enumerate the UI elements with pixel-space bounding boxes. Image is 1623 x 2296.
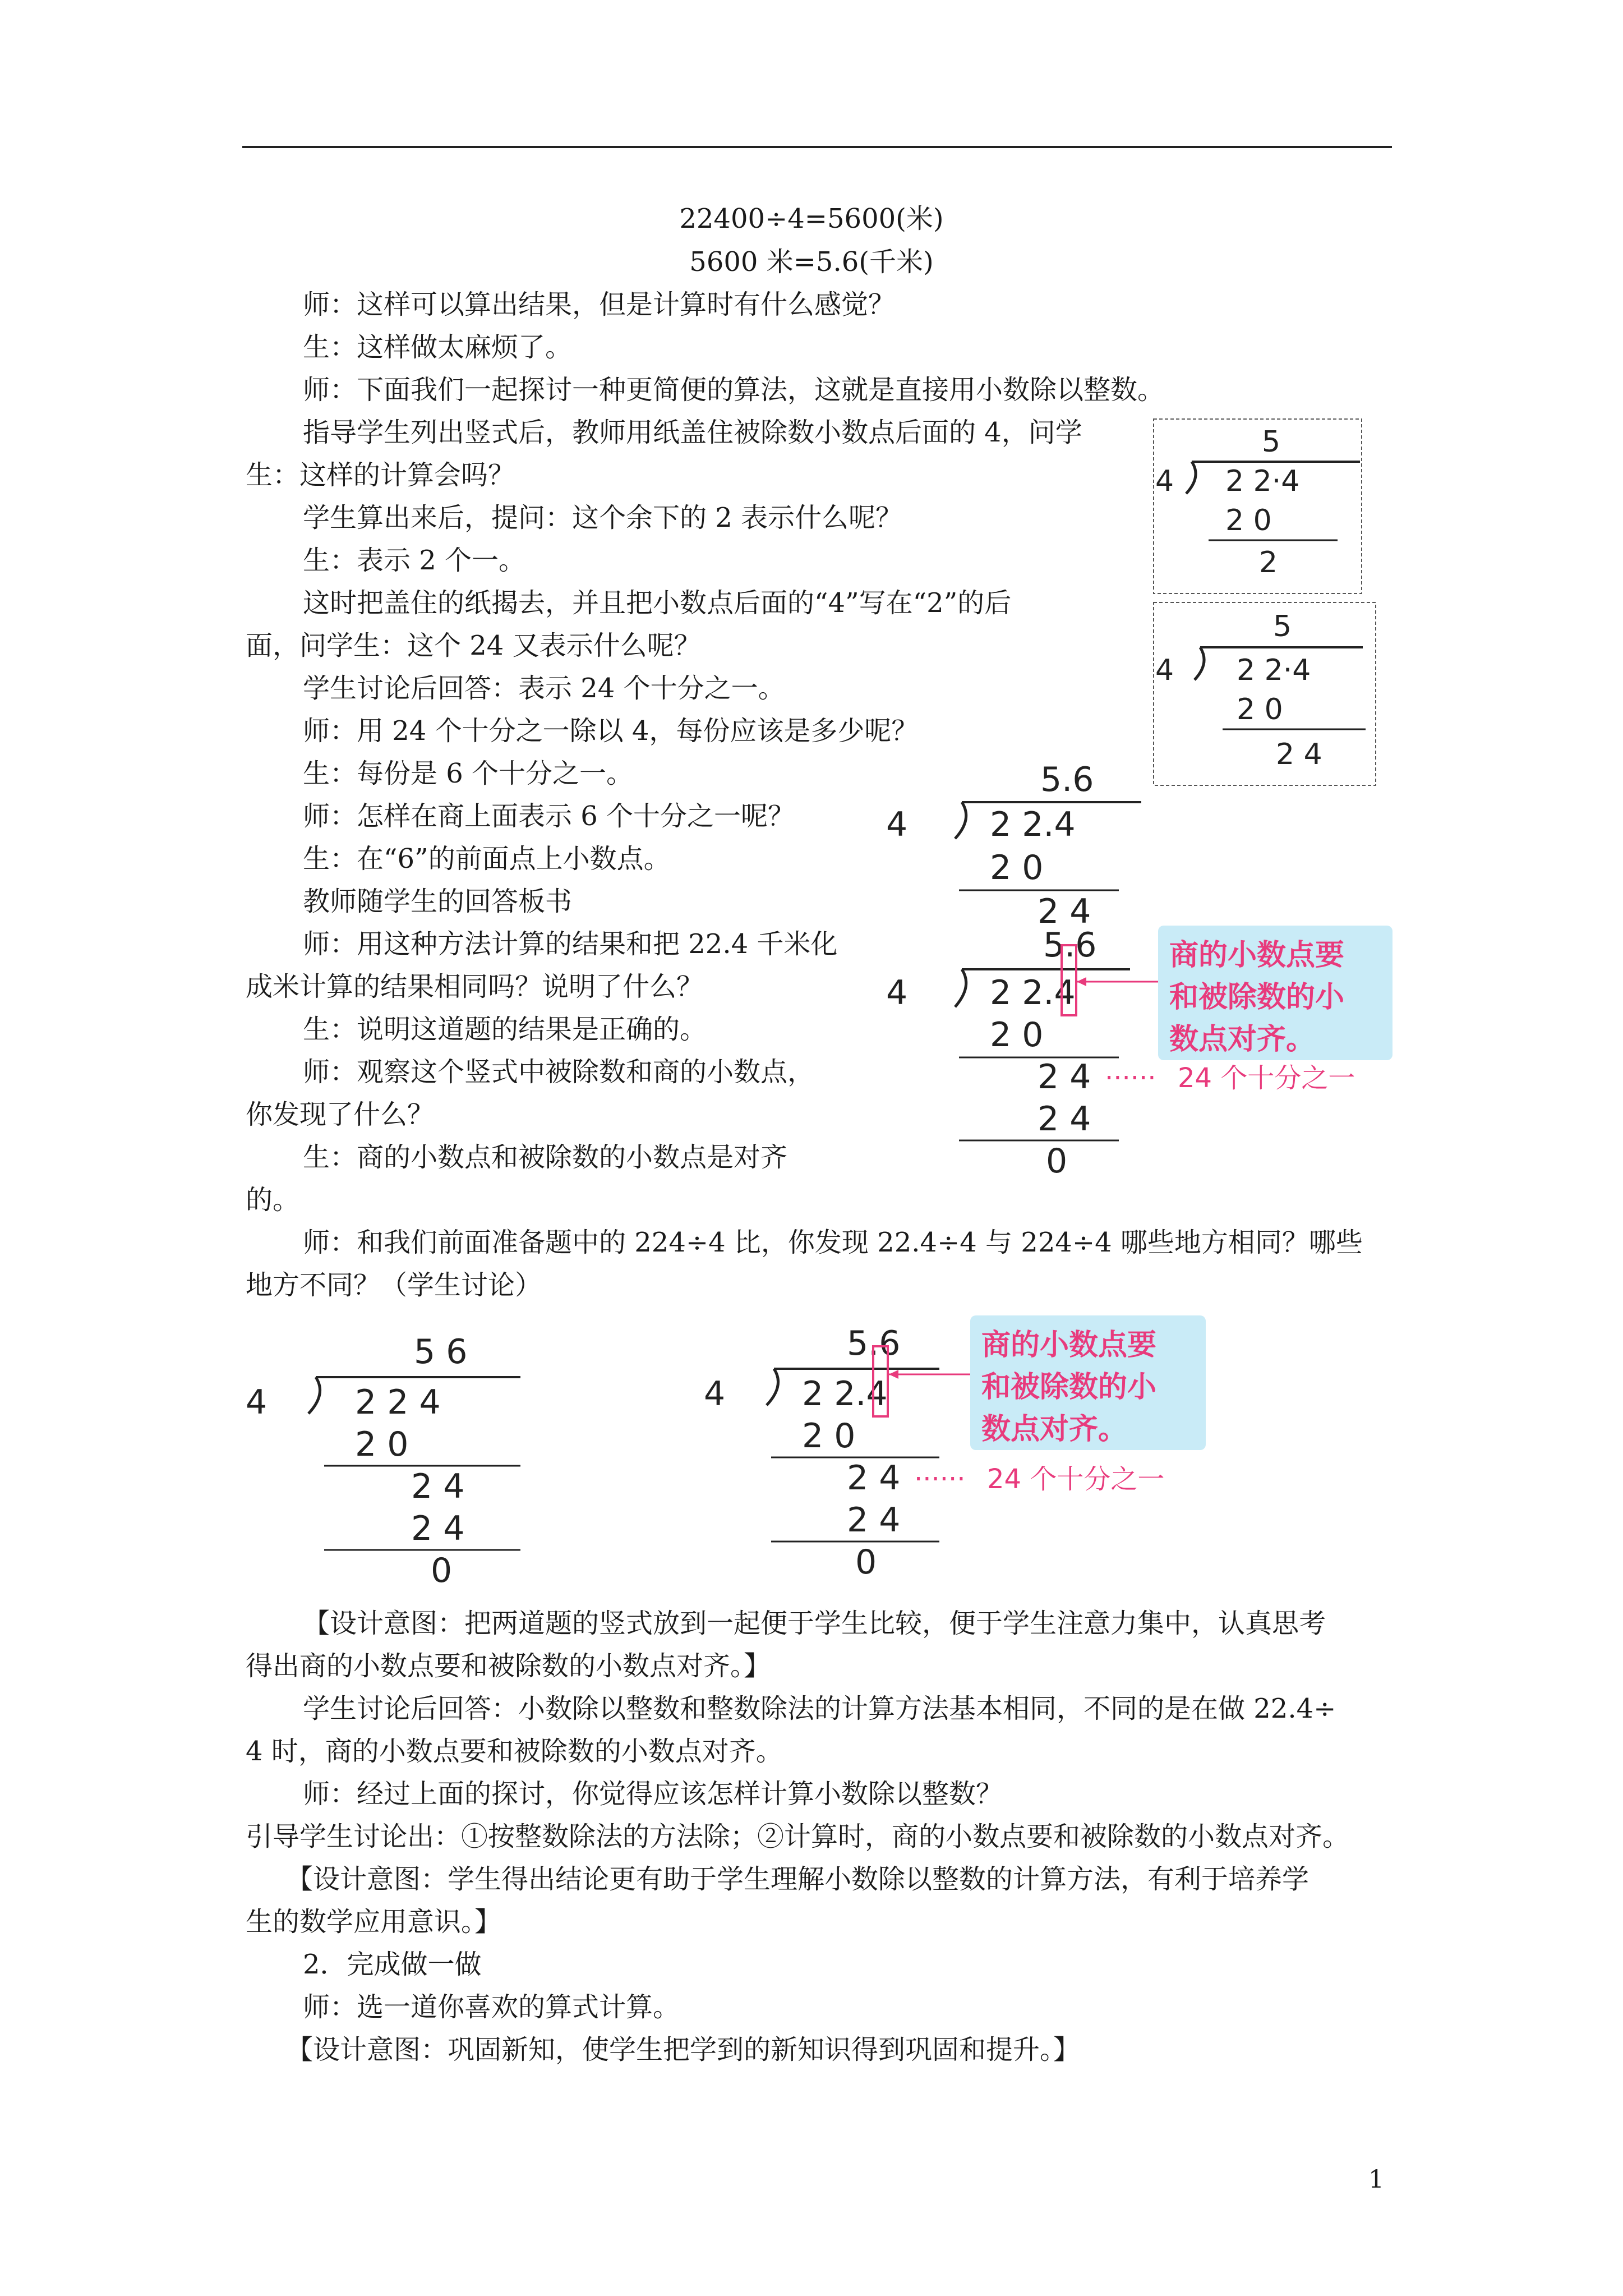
subtract-line-2: 2 4 — [1038, 1099, 1091, 1139]
text-line: 成米计算的结果相同吗？说明了什么？ — [246, 971, 704, 1002]
text-line: 4 时，商的小数点要和被除数的小数点对齐。 — [246, 1736, 783, 1767]
text-line: 生：这样的计算会吗？ — [246, 459, 515, 491]
text-line: 这时把盖住的纸揭去，并且把小数点后面的“4”写在“2”的后 — [303, 587, 1012, 619]
text-line: 师：观察这个竖式中被除数和商的小数点， — [303, 1056, 815, 1088]
subtract-line: 2 0 — [802, 1416, 856, 1456]
text-line: 【设计意图：巩固新知，使学生把学到的新知识得到巩固和提升。】 — [286, 2034, 1081, 2065]
dividend: 2 2.4 — [990, 805, 1076, 844]
subtract-line: 2 0 — [990, 848, 1044, 887]
note-line: 和被除数的小 — [981, 1370, 1157, 1404]
text-line: 师：这样可以算出结果，但是计算时有什么感觉？ — [303, 289, 896, 320]
page-number: 1 — [1368, 2165, 1384, 2194]
note-line: 和被除数的小 — [1169, 981, 1345, 1014]
long-division-4 — [883, 920, 1405, 1217]
text-line: 生：这样做太麻烦了。 — [303, 332, 573, 363]
equation-line-2: 5600 米=5.6(千米) — [689, 246, 934, 278]
remainder-2: 0 — [1046, 1142, 1068, 1181]
text-line: 师：和我们前面准备题中的 224÷4 比，你发现 22.4÷4 与 224÷4 哪些地方相同？哪些 — [303, 1227, 1363, 1258]
text-line: 【设计意图：学生得出结论更有助于学生理解小数除以整数的计算方法，有利于培养学 — [286, 1864, 1310, 1895]
text-line: 生：商的小数点和被除数的小数点是对齐 — [303, 1142, 788, 1173]
note-line: 商的小数点要 — [981, 1328, 1157, 1362]
text-line: 生：说明这道题的结果是正确的。 — [303, 1014, 707, 1045]
note-line: 商的小数点要 — [1169, 938, 1345, 972]
divisor: 4 — [704, 1374, 726, 1414]
remainder: 2 4 — [1276, 738, 1322, 771]
text-line: 【设计意图：把两道题的竖式放到一起便于学生比较，便于学生注意力集中，认真思考 — [303, 1608, 1326, 1639]
subtract-line: 2 0 — [355, 1425, 409, 1464]
text-line: 你发现了什么？ — [246, 1099, 435, 1130]
quotient: 5.6 — [847, 1324, 901, 1363]
text-line: 学生算出来后，提问：这个余下的 2 表示什么呢？ — [303, 502, 903, 533]
text-line: 面，问学生：这个 24 又表示什么呢？ — [246, 630, 701, 661]
dividend: 2 2.4 — [802, 1374, 888, 1414]
text-line: 地方不同？（学生讨论） — [246, 1269, 542, 1301]
subtract-line: 2 0 — [1237, 693, 1283, 726]
header-rule — [242, 146, 1392, 148]
text-line: 师：怎样在商上面表示 6 个十分之一呢？ — [303, 800, 795, 832]
subtract-line: 2 0 — [1225, 504, 1272, 537]
text-line: 引导学生讨论出：①按整数除法的方法除；②计算时，商的小数点要和被除数的小数点对齐。 — [246, 1821, 1350, 1852]
dividend: 2 2.4 — [990, 973, 1076, 1013]
quotient: 5 — [1273, 610, 1292, 643]
text-line: 生的数学应用意识。】 — [246, 1906, 502, 1938]
equation-line-1: 22400÷4=5600(米) — [679, 203, 944, 234]
arrow-label-prefix: ······ — [914, 1464, 966, 1495]
divisor: 4 — [246, 1383, 268, 1422]
arrow-label: 24 个十分之一 — [1178, 1062, 1355, 1094]
divisor: 4 — [886, 973, 908, 1013]
remainder-2: 0 — [431, 1551, 453, 1590]
text-line: 生：表示 2 个一。 — [303, 545, 526, 576]
remainder: 2 — [1259, 546, 1278, 579]
text-line: 指导学生列出竖式后，教师用纸盖住被除数小数点后面的 4，问学 — [303, 417, 1082, 448]
text-line: 的。 — [246, 1184, 300, 1216]
long-division-5 — [246, 1329, 537, 1599]
arrow-label: 24 个十分之一 — [987, 1464, 1165, 1495]
remainder: 2 4 — [1038, 892, 1091, 931]
text-line: 生：在“6”的前面点上小数点。 — [303, 843, 671, 875]
dividend: 2 2 4 — [355, 1383, 441, 1422]
text-line: 学生讨论后回答：小数除以整数和整数除法的计算方法基本相同，不同的是在做 22.4÷ — [303, 1693, 1336, 1724]
text-line: 师：经过上面的探讨，你觉得应该怎样计算小数除以整数？ — [303, 1778, 1003, 1810]
note-line: 数点对齐。 — [1169, 1023, 1316, 1056]
quotient: 5 — [1262, 425, 1281, 459]
dividend: 2 2·4 — [1225, 464, 1300, 498]
quotient: 5.6 — [1040, 760, 1094, 799]
remainder-1: 2 4 — [847, 1458, 901, 1498]
subtract-line-2: 2 4 — [847, 1501, 901, 1540]
text-line: 师：下面我们一起探讨一种更简便的算法，这就是直接用小数除以整数。 — [303, 374, 1165, 406]
divisor: 4 — [1155, 654, 1174, 687]
long-division-6 — [704, 1313, 1220, 1599]
text-line: 师：选一道你喜欢的算式计算。 — [303, 1991, 680, 2023]
text-line: 学生讨论后回答：表示 24 个十分之一。 — [303, 673, 785, 704]
text-line: 生：每份是 6 个十分之一。 — [303, 758, 634, 789]
subtract-line-2: 2 4 — [411, 1509, 465, 1548]
long-division-1 — [1152, 418, 1363, 595]
long-division-3 — [883, 754, 1147, 940]
remainder-1: 2 4 — [411, 1467, 465, 1506]
text-line: 师：用这种方法计算的结果和把 22.4 千米化 — [303, 928, 838, 960]
long-division-2 — [1152, 601, 1377, 786]
subtract-line: 2 0 — [990, 1015, 1044, 1055]
remainder-2: 0 — [855, 1543, 877, 1582]
remainder-1: 2 4 — [1038, 1057, 1091, 1097]
note-line: 数点对齐。 — [981, 1412, 1128, 1446]
text-line: 教师随学生的回答板书 — [303, 886, 573, 917]
dividend: 2 2·4 — [1237, 654, 1311, 687]
quotient: 5 6 — [414, 1332, 468, 1372]
text-line: 2．完成做一做 — [303, 1949, 482, 1980]
text-line: 得出商的小数点要和被除数的小数点对齐。】 — [246, 1650, 771, 1682]
divisor: 4 — [1155, 464, 1174, 498]
quotient: 5.6 — [1043, 926, 1097, 965]
arrow-label-prefix: ······ — [1105, 1062, 1156, 1094]
divisor: 4 — [886, 805, 908, 844]
text-line: 师：用 24 个十分之一除以 4，每份应该是多少呢？ — [303, 715, 919, 747]
